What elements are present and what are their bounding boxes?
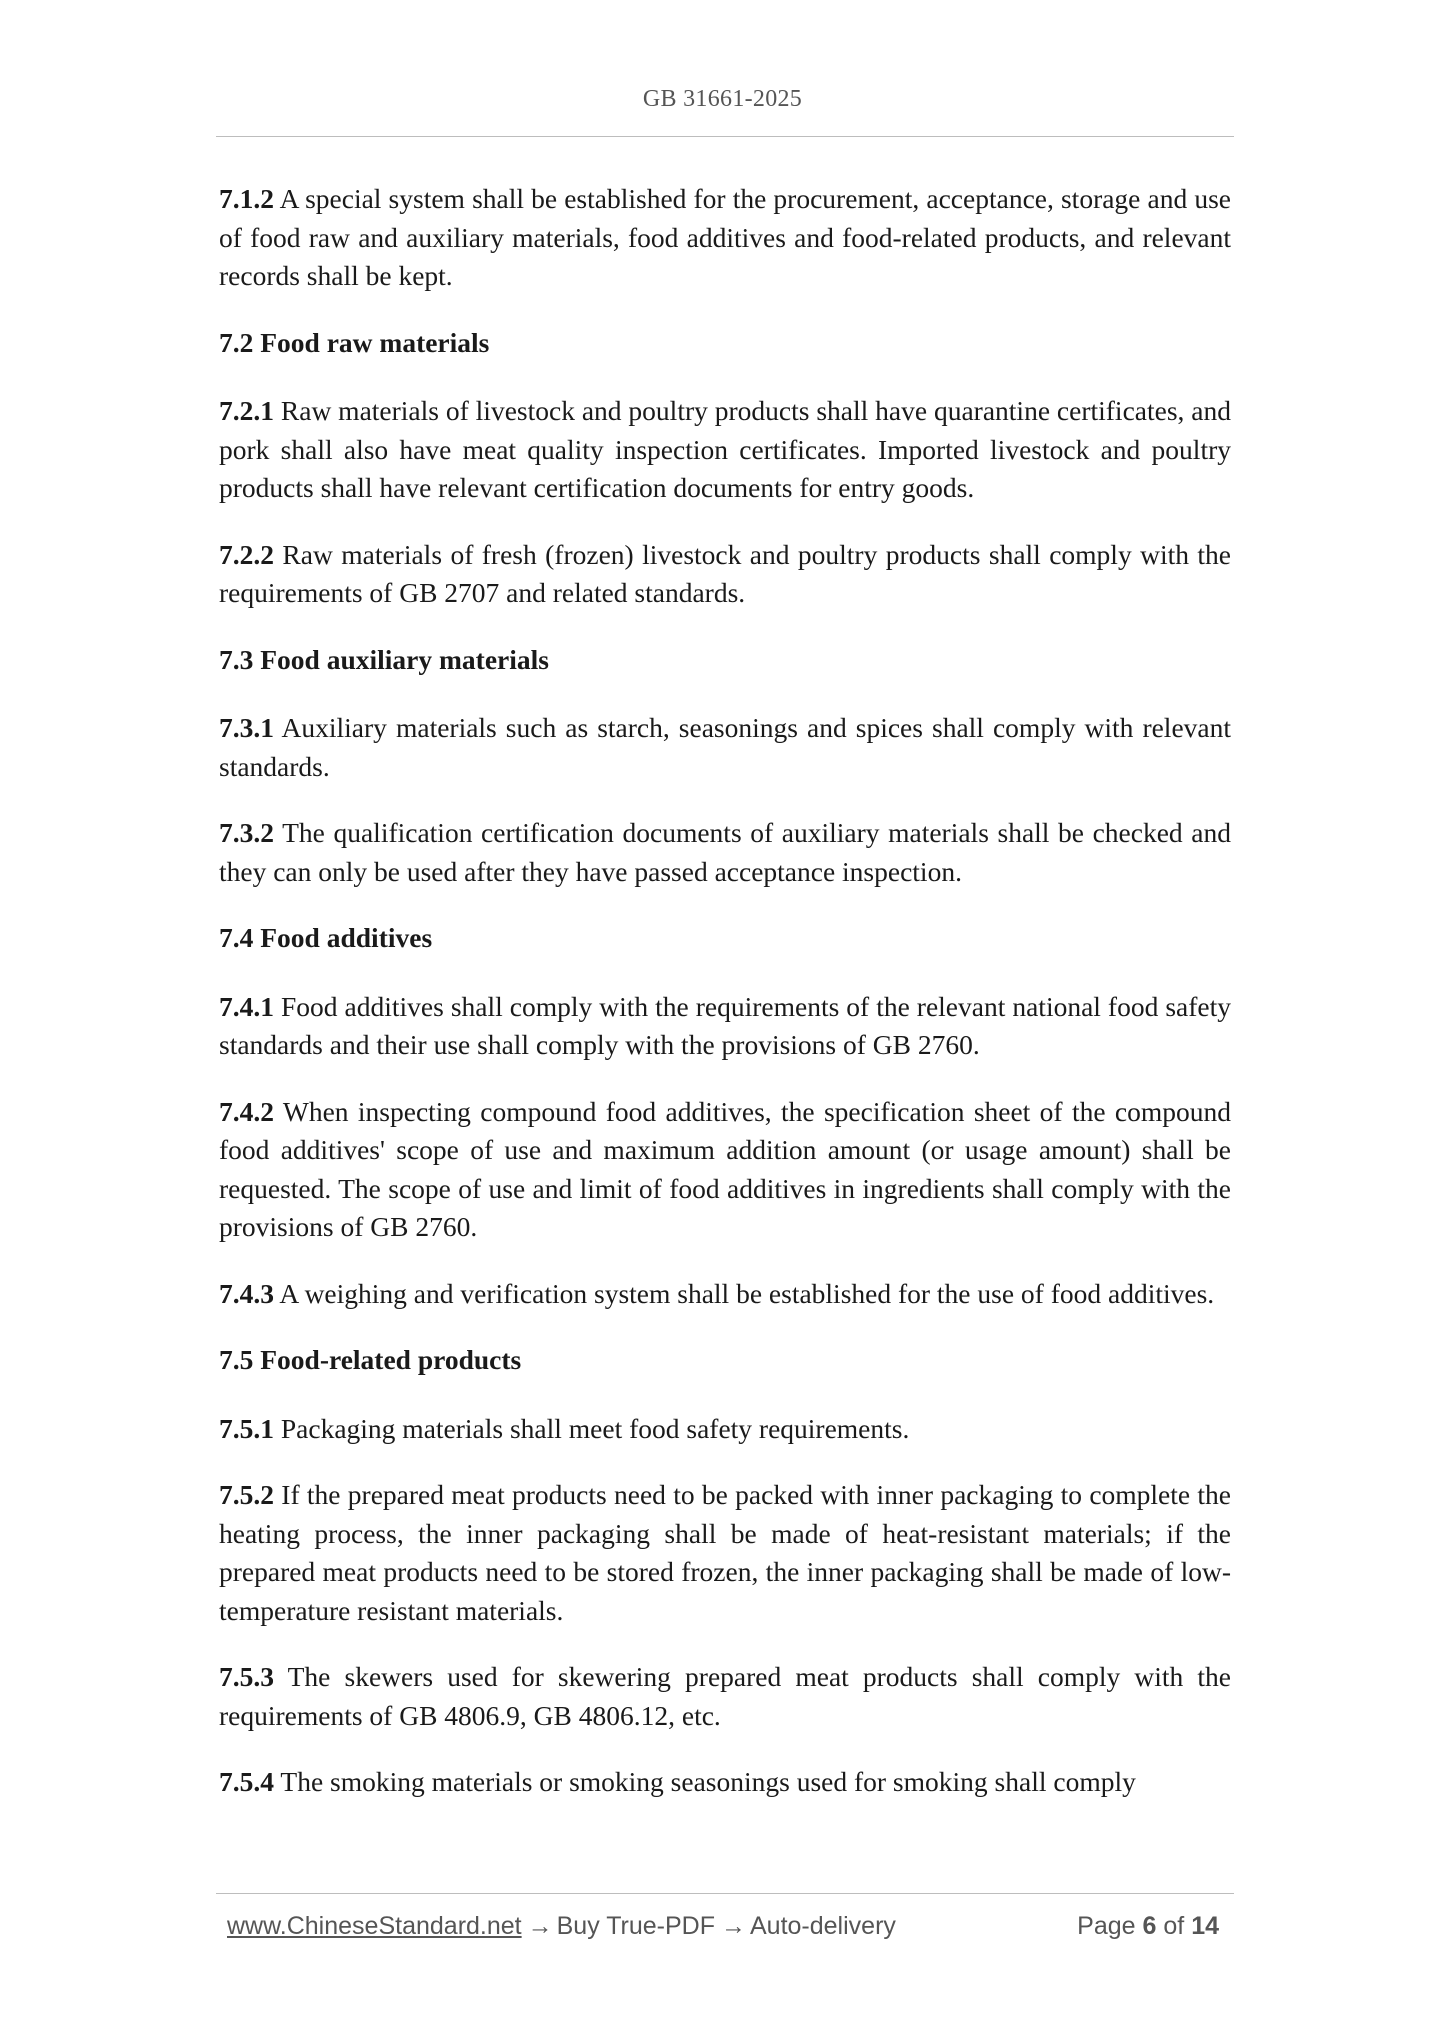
section-heading-7-3	[219, 641, 1231, 680]
clause-7-4-3	[219, 1275, 1231, 1314]
clause-number: 7.2.1	[219, 395, 274, 426]
clause-text: A weighing and verification system shall be established for the use of food additives.	[279, 1277, 1215, 1309]
clause-number: 7.5.3	[219, 1661, 274, 1692]
page-footer	[227, 1912, 1227, 1946]
page-number: 6	[1142, 1912, 1157, 1940]
clause-7-5-2	[219, 1476, 1231, 1630]
website-link[interactable]: www.ChineseStandard.net	[227, 1912, 522, 1940]
clause-text: If the prepared meat products need to be packed with inner packaging to complete the heating process, the inner packaging shall be made of heat-resistant materials; if the prepared meat products need to be stored frozen, the inner packaging shall be made of low-temperature resistant materials.	[219, 1479, 1231, 1626]
clause-text: Auxiliary materials such as starch, seasonings and spices shall comply with relevant standards.	[219, 712, 1231, 782]
clause-7-3-2	[219, 814, 1231, 891]
clause-text: When inspecting compound food additives, the specification sheet of the compound food additives' scope of use and maximum addition amount (or usage amount) shall be requested. The scope of use and limit of food additives in ingredients shall comply with the provisions of GB 2760.	[219, 1095, 1231, 1242]
clause-text: The skewers used for skewering prepared meat products shall comply with the requirements of GB 4806.9, GB 4806.12, etc.	[219, 1661, 1231, 1731]
clause-number: 7.4.1	[219, 990, 274, 1022]
clause-number: 7.5.1	[219, 1412, 274, 1444]
clause-7-5-4	[219, 1763, 1231, 1802]
clause-text: A special system shall be established for the procurement, acceptance, storage and use of food raw and auxiliary materials, food additives and food-related products, and relevant records shall be kept.	[219, 183, 1231, 291]
clause-text: Food additives shall comply with the requirements of the relevant national food safety standards and their use shall comply with the provisions of GB 2760.	[219, 990, 1231, 1060]
arrow-right-icon: →	[527, 1912, 553, 1940]
section-heading-7-5	[219, 1341, 1231, 1380]
page-label: Page	[1077, 1912, 1136, 1940]
section-number: 7.4	[219, 922, 254, 953]
clause-text: The smoking materials or smoking seasonings used for smoking shall comply	[280, 1766, 1136, 1797]
clause-7-2-2	[219, 536, 1231, 613]
clause-number: 7.4.2	[219, 1095, 274, 1127]
document-header	[0, 86, 1445, 113]
clause-number: 7.5.2	[219, 1479, 274, 1510]
clause-7-5-1	[219, 1410, 1231, 1449]
clause-number: 7.1.2	[219, 183, 274, 214]
clause-7-4-2	[219, 1093, 1231, 1247]
section-number: 7.5	[219, 1344, 254, 1375]
footer-promo	[227, 1912, 896, 1941]
section-number: 7.2	[219, 326, 254, 358]
clause-number: 7.3.2	[219, 817, 274, 848]
section-title: Food-related products	[260, 1344, 522, 1375]
section-number: 7.3	[219, 643, 254, 675]
section-title: Food raw materials	[260, 326, 490, 358]
clause-number: 7.4.3	[219, 1277, 274, 1309]
section-title: Food additives	[260, 922, 433, 953]
clause-text: Raw materials of fresh (frozen) livestock and poultry products shall comply with the requirements of GB 2707 and related standards.	[219, 538, 1232, 608]
of-label: of	[1163, 1912, 1185, 1940]
clause-text: The qualification certification documents of auxiliary materials shall be checked and they can only be used after they have passed acceptance inspection.	[219, 817, 1231, 887]
header-divider	[216, 136, 1234, 137]
section-heading-7-4	[219, 919, 1231, 958]
clause-7-2-1	[219, 392, 1231, 508]
page-total: 14	[1191, 1912, 1219, 1940]
clause-text: Packaging materials shall meet food safety requirements.	[280, 1412, 910, 1444]
clause-7-1-2	[219, 180, 1231, 296]
clause-number: 7.2.2	[219, 538, 274, 570]
standard-code: GB 31661-2025	[642, 86, 803, 112]
clause-7-4-1	[219, 988, 1231, 1065]
document-body	[219, 180, 1231, 1830]
auto-delivery-text: Auto-delivery	[750, 1912, 896, 1940]
buy-pdf-text: Buy True-PDF	[556, 1912, 715, 1940]
section-title: Food auxiliary materials	[260, 643, 549, 675]
section-heading-7-2	[219, 324, 1231, 363]
clause-number: 7.5.4	[219, 1766, 274, 1797]
arrow-right-icon: →	[721, 1912, 746, 1940]
clause-7-3-1	[219, 709, 1231, 786]
clause-number: 7.3.1	[219, 712, 274, 743]
clause-7-5-3	[219, 1658, 1231, 1735]
page-indicator	[1077, 1912, 1219, 1941]
clause-text: Raw materials of livestock and poultry products shall have quarantine certificates, and pork shall also have meat quality inspection certificates. Imported livestock and poultry products shall have relevant certification documents for entry goods.	[219, 395, 1231, 503]
footer-divider	[216, 1893, 1234, 1894]
